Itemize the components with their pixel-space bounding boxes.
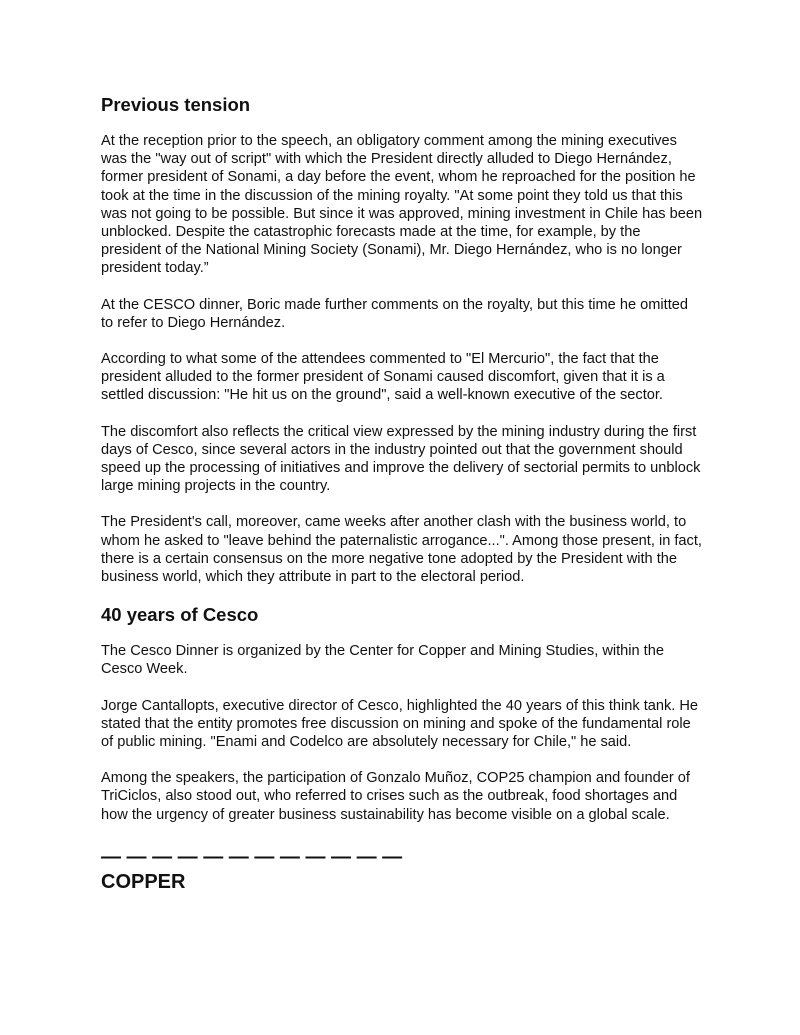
section-divider: — — — — — — — — — — — —: [101, 845, 403, 868]
section-heading-previous-tension: Previous tension: [101, 94, 251, 115]
paragraph: Jorge Cantallopts, executive director of Cesco, highlighted the 40 years of this think tank. He stated that the entity promotes free discussion on mining and spoke of the fundamental role of public mining. "Enami and Codelco are absolutely necessary for Chile," he said.: [101, 697, 699, 751]
paragraph: At the reception prior to the speech, an obligatory comment among the mining executives was the "way out of script" with which the President directly alluded to Diego Hernández, former president of Sonami, a day before the event, whom he reproached for the position he took at the time in the discussion of the mining royalty. "At some point they told us that this was not going to be possible. But since it was approved, mining investment in Chile has been unblocked. Despite the catastrophic forecasts made at the time, for example, by the president of the National Mining Society (Sonami), Mr. Diego Hernández, who is no longer president today.”: [101, 133, 703, 277]
section-heading-40-years-of-cesco: 40 years of Cesco: [101, 604, 259, 626]
paragraph: Among the speakers, the participation of Gonzalo Muñoz, COP25 champion and founder of TriCiclos, also stood out, who referred to crises such as the outbreak, food shortages and how the urgency of greater business sustainability has become visible on a global scale.: [101, 770, 690, 823]
paragraph: According to what some of the attendees commented to "El Mercurio", the fact that the president alluded to the former president of Sonami caused discomfort, given that it is a settled discussion: "He hit us on the ground", said a well-known executive of the sector.: [101, 351, 665, 404]
section-heading-copper: COPPER: [101, 870, 186, 893]
document-page: [101, 94, 703, 894]
paragraph: At the CESCO dinner, Boric made further comments on the royalty, but this time he omitted to refer to Diego Hernández.: [101, 296, 688, 331]
paragraph: The Cesco Dinner is organized by the Center for Copper and Mining Studies, within the Cesco Week.: [101, 643, 664, 678]
paragraph: The discomfort also reflects the critical view expressed by the mining industry during the first days of Cesco, since several actors in the industry pointed out that the government should speed up the processing of initiatives and improve the delivery of sectorial permits to unblock large mining projects in the country.: [101, 423, 701, 495]
paragraph: The President's call, moreover, came weeks after another clash with the business world, to whom he asked to "leave behind the paternalistic arrogance...". Among those present, in fact, there is a certain consensus on the more negative tone adopted by the President with the business world, which they attribute in part to the electoral period.: [101, 514, 702, 586]
